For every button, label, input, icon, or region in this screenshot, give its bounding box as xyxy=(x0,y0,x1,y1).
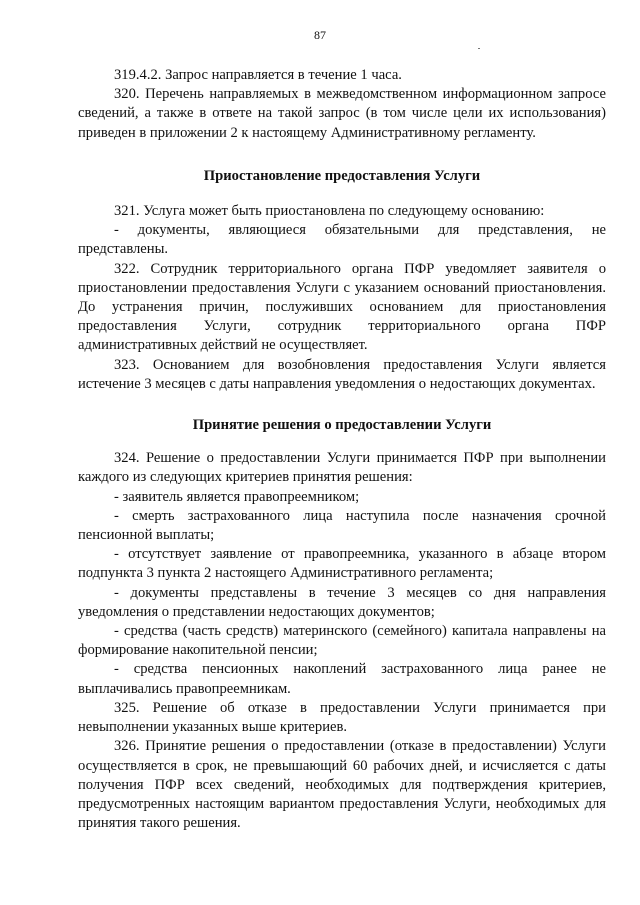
paragraph-324: 324. Решение о предоставлении Услуги принимается ПФР при выполнении каждого из следующих критериев принятия решения: xyxy=(78,450,606,486)
paragraph-323: 323. Основанием для возобновления предоставления Услуги является истечение 3 месяцев с даты направления уведомления о недостающих документах. xyxy=(78,356,606,392)
list-item: - отсутствует заявление от правопреемника, указанного в абзаце втором подпункта 3 пункта 2 настоящего Административного регламента; xyxy=(78,546,606,582)
paragraph-319-4-2: 319.4.2. Запрос направляется в течение 1 часа. xyxy=(114,67,402,83)
list-item: - документы представлены в течение 3 месяцев со дня направления уведомления о представлении недостающих документов; xyxy=(78,584,606,620)
list-item: - документы, являющиеся обязательными для представления, не представлены. xyxy=(78,222,606,258)
paragraph-321: 321. Услуга может быть приостановлена по следующему основанию: xyxy=(114,203,545,220)
list-item: - средства пенсионных накоплений застрахованного лица ранее не выплачивались правопреемникам. xyxy=(78,661,606,697)
list-item: - средства (часть средств) материнского (семейного) капитала направлены на формирование накопительной пенсии; xyxy=(78,623,606,659)
page-number: 87 xyxy=(314,28,326,42)
section-heading-suspension: Приостановление предоставления Услуги xyxy=(203,167,481,184)
paragraph-325: 325. Решение об отказе в предоставлении Услуги принимается при невыполнении указанных выше критериев. xyxy=(78,699,606,736)
document-body xyxy=(78,66,606,833)
scan-speck xyxy=(478,48,480,49)
paragraph-322: 322. Сотрудник территориального органа ПФР уведомляет заявителя о приостановлении предоставления Услуги с указанием оснований приостановления. До устранения причин, послуживших основанием для приостановления предоставления Услуги, сотрудник территориального органа ПФР административных действий не осуществляет. xyxy=(78,260,606,354)
section-heading-decision: Принятие решения о предоставлении Услуги xyxy=(192,417,492,434)
paragraph-320: 320. Перечень направляемых в межведомственном информационном запросе сведений, а также в ответе на такой запрос (в том числе цели их использования) приведен в приложении 2 к настоящему Административному регламенту. xyxy=(78,86,606,141)
paragraph-326: 326. Принятие решения о предоставлении (отказе в предоставлении) Услуги осуществляется в срок, не превышающий 60 рабочих дней, и исчисляется с даты получения ПФР всех сведений, необходимых для подтверждения критериев, предусмотренных настоящим вариантом предоставления Услуги, необходимых для принятия такого решения. xyxy=(78,738,606,832)
list-item: - заявитель является правопреемником; xyxy=(114,488,360,505)
list-item: - смерть застрахованного лица наступила после назначения срочной пенсионной выплаты; xyxy=(78,507,606,544)
